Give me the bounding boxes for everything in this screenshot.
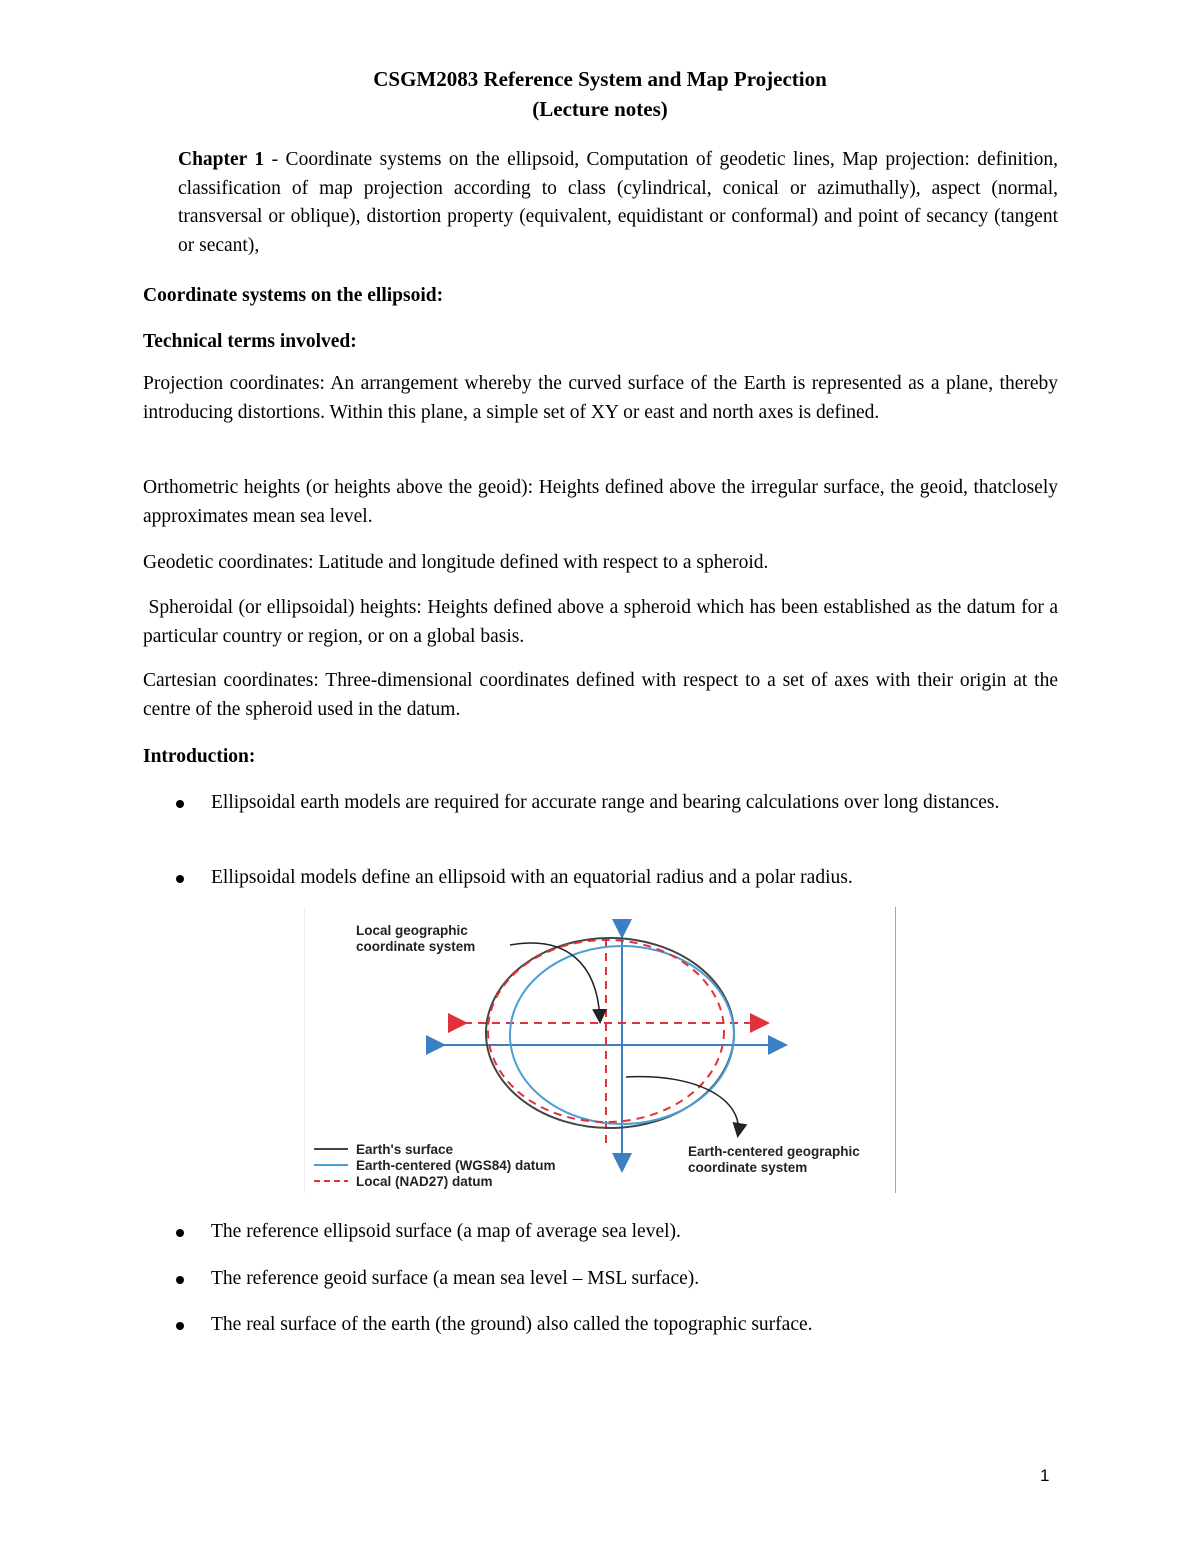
bullet-dot — [176, 875, 184, 883]
label-centered-line-2: coordinate system — [688, 1160, 808, 1175]
terms-heading: Technical terms involved: — [143, 331, 357, 352]
label-local-line-1: Local geographic — [356, 923, 468, 938]
chapter-summary — [178, 146, 1058, 260]
bullet-dot — [176, 1276, 184, 1284]
intro-bullet-text: Ellipsoidal earth models are required for accurate range and bearing calculations over long distances. — [211, 792, 1000, 813]
centered-system-pointer — [626, 1077, 739, 1135]
term-geodetic-coordinates: Geodetic coordinates: Latitude and longitude defined with respect to a spheroid. — [143, 552, 769, 573]
label-local-line-2: coordinate system — [356, 939, 476, 954]
ellipsoid-datum-figure — [304, 903, 896, 1195]
term-cartesian-coordinates: Cartesian coordinates: Three-dimensional coordinates defined with respect to a set of axes with their origin at the centre of the spheroid used in the datum. — [143, 670, 1058, 720]
bullet-dot — [176, 1229, 184, 1237]
page-number: 1 — [1040, 1466, 1050, 1485]
figure-svg — [304, 903, 896, 1195]
title-line-1: CSGM2083 Reference System and Map Projection — [373, 67, 827, 91]
list-item-text: The reference geoid surface (a mean sea level – MSL surface). — [211, 1268, 700, 1289]
earths-surface-outline — [486, 938, 734, 1128]
document-title — [0, 64, 1200, 124]
term-spheroidal-heights: Spheroidal (or ellipsoidal) heights: Heights defined above a spheroid which has been established as the datum for a particular country or region, or on a global basis. — [143, 597, 1063, 647]
local-system-pointer — [510, 943, 600, 1021]
intro-heading: Introduction: — [143, 746, 256, 767]
bullet-dot — [176, 1322, 184, 1330]
legend-label-wgs84: Earth-centered (WGS84) datum — [356, 1158, 556, 1173]
term-orthometric-heights: Orthometric heights (or heights above the geoid): Heights defined above the irregular surface, the geoid, thatclosely approximates mean sea level. — [143, 477, 1058, 527]
term-projection-coordinates: Projection coordinates: An arrangement whereby the curved surface of the Earth is represented as a plane, thereby introducing distortions. Within this plane, a simple set of XY or east and north axes is defined. — [143, 373, 1058, 423]
label-centered-line-1: Earth-centered geographic — [688, 1144, 860, 1159]
list-item-text: The real surface of the earth (the ground) also called the topographic surface. — [211, 1314, 813, 1335]
bullet-dot — [176, 800, 184, 808]
list-item-text: The reference ellipsoid surface (a map of average sea level). — [211, 1221, 681, 1242]
chapter-label: Chapter 1 — [178, 149, 265, 170]
section-heading: Coordinate systems on the ellipsoid: — [143, 285, 444, 306]
intro-bullet-text: Ellipsoidal models define an ellipsoid with an equatorial radius and a polar radius. — [211, 867, 853, 888]
legend-label-nad27: Local (NAD27) datum — [356, 1174, 493, 1189]
legend-label-earth-surface: Earth's surface — [356, 1142, 454, 1157]
chapter-text: - Coordinate systems on the ellipsoid, Computation of geodetic lines, Map projection: definition, classification of map projection according to class (cylindrical, conical or azimuthally), aspect (normal, transversal or oblique), distortion property (equivalent, equidistant or conformal) and point of secancy (tangent or secant), — [178, 149, 1058, 256]
title-line-2: (Lecture notes) — [532, 97, 668, 121]
